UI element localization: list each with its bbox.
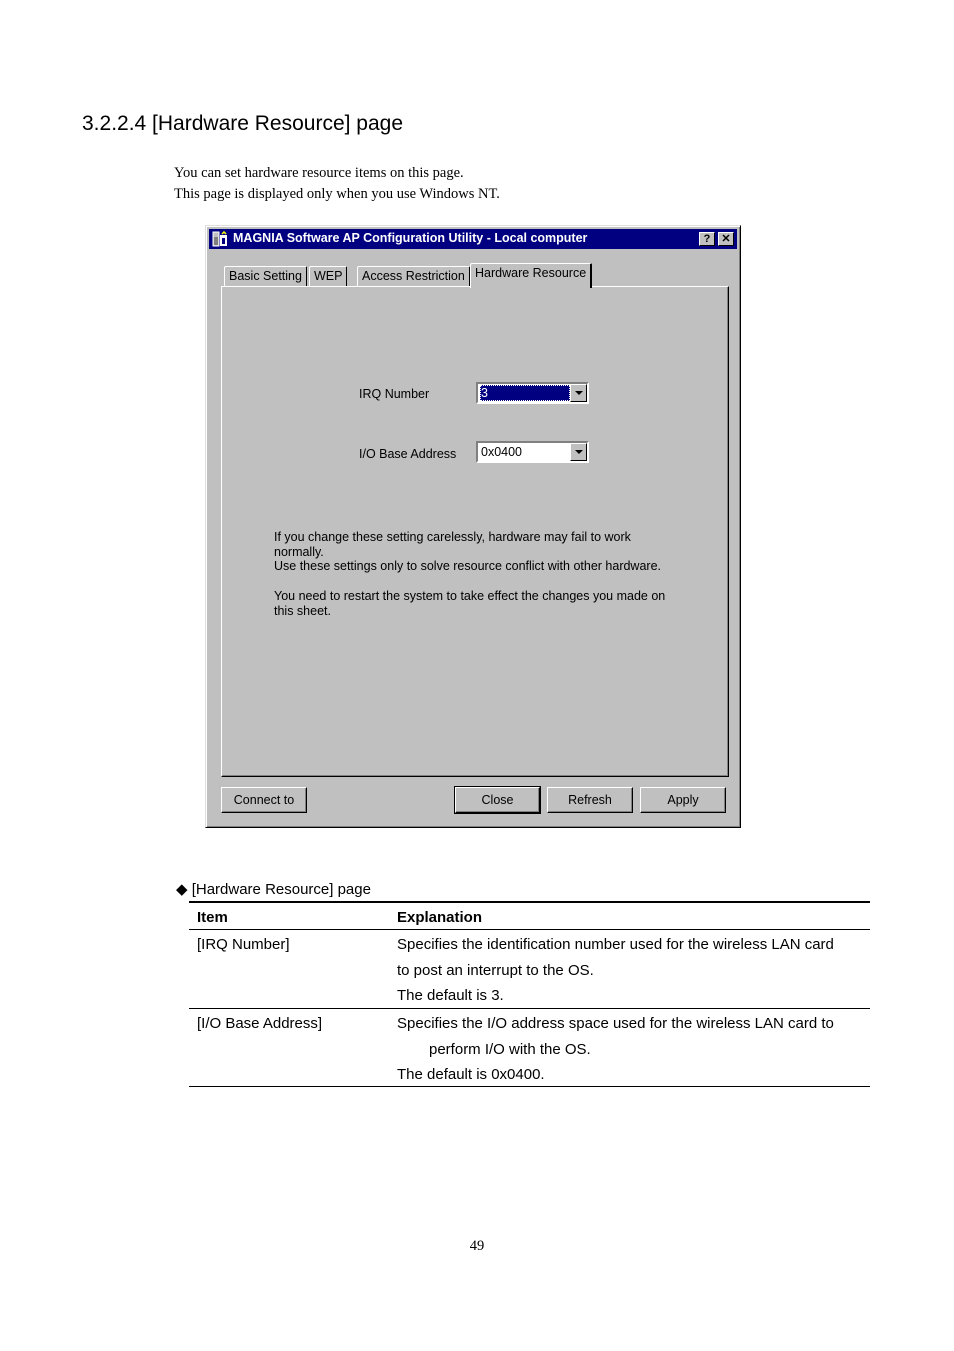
window-title: MAGNIA Software AP Configuration Utility - Local computer (233, 231, 588, 245)
app-icon (212, 231, 228, 247)
section-heading: 3.2.2.4 [Hardware Resource] page (82, 112, 404, 135)
tab-basic-setting[interactable]: Basic Setting (224, 266, 307, 287)
apply-button[interactable]: Apply (640, 787, 726, 813)
warning-note-3: You need to restart the system to take effect the changes you made on this sheet. (274, 589, 666, 618)
table-header (189, 901, 870, 930)
close-window-button[interactable]: ✕ (718, 232, 734, 246)
table-row (189, 1009, 870, 1087)
io-address-label: I/O Base Address (359, 447, 457, 461)
title-bar (209, 229, 737, 249)
page-number: 49 (469, 1238, 485, 1254)
io-address-value: 0x0400 (481, 445, 523, 459)
chevron-down-icon[interactable] (570, 384, 587, 402)
help-button[interactable]: ? (699, 232, 715, 246)
intro-line-1: You can set hardware resource items on this page. (174, 165, 464, 181)
irq-select[interactable] (476, 382, 589, 404)
tab-wep[interactable]: WEP (309, 266, 347, 287)
config-dialog (205, 225, 741, 828)
connect-to-button[interactable]: Connect to (221, 787, 307, 813)
chevron-down-icon[interactable] (570, 443, 587, 461)
tab-hardware-resource[interactable]: Hardware Resource (470, 263, 592, 288)
row-explanation-line: to post an interrupt to the OS. (397, 962, 594, 979)
explanation-table (189, 901, 870, 1087)
row-explanation-line: Specifies the identification number used for the wireless LAN card (397, 936, 834, 953)
row-item: [I/O Base Address] (197, 1015, 323, 1032)
io-address-select[interactable] (476, 441, 589, 463)
header-explanation: Explanation (397, 909, 483, 926)
warning-note-1: If you change these setting carelessly, hardware may fail to work normally. (274, 530, 631, 559)
refresh-button[interactable]: Refresh (547, 787, 633, 813)
tab-access-restriction[interactable]: Access Restriction (357, 266, 470, 287)
close-button[interactable]: Close (455, 787, 540, 813)
warning-note-2: Use these settings only to solve resource conflict with other hardware. (274, 559, 661, 573)
row-explanation-line: perform I/O with the OS. (429, 1041, 591, 1058)
irq-value: 3 (480, 385, 570, 401)
tab-panel (221, 286, 729, 777)
header-item: Item (197, 909, 228, 926)
row-explanation-line: Specifies the I/O address space used for the wireless LAN card to (397, 1015, 834, 1032)
irq-label: IRQ Number (359, 387, 430, 401)
row-item: [IRQ Number] (197, 936, 290, 953)
row-explanation-line: The default is 0x0400. (397, 1066, 545, 1083)
row-explanation-line: The default is 3. (397, 987, 504, 1004)
intro-line-2: This page is displayed only when you use Windows NT. (174, 186, 500, 202)
table-row (189, 930, 870, 1009)
table-caption: ◆ [Hardware Resource] page (176, 881, 371, 898)
